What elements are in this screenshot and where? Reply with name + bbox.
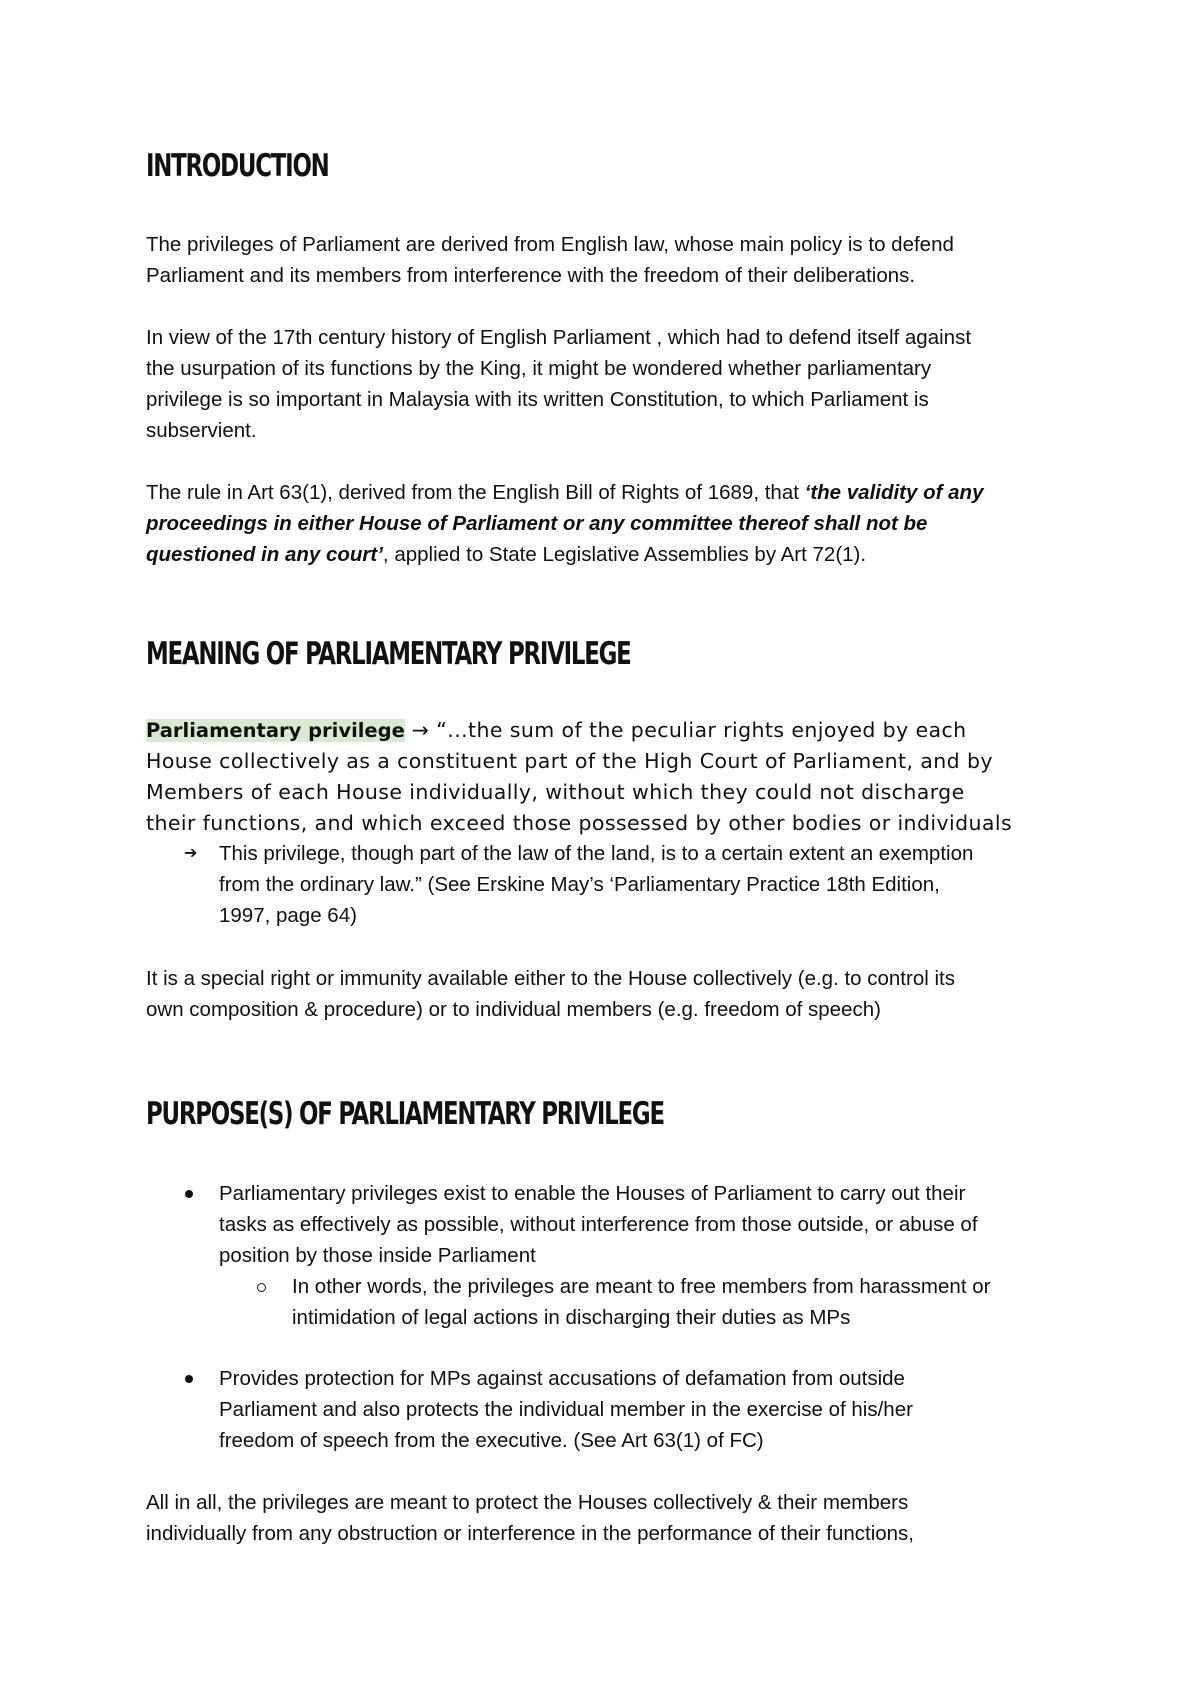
quoted-rule-text: ‘the validity of any — [804, 481, 984, 504]
text-line: The privileges of Parliament are derived from English law, whose main policy is to defend — [146, 233, 954, 256]
quoted-rule-text: proceedings in either House of Parliament or any committee thereof shall not be — [146, 512, 928, 535]
definition-line — [146, 715, 1012, 746]
plain-text: The rule in Art 63(1), derived from the English Bill of Rights of 1689, that — [146, 481, 805, 504]
text-line: Parliament and also protects the individual member in the exercise of his/her — [219, 1398, 913, 1421]
definition-line: Members of each House individually, without which they could not discharge — [146, 780, 965, 804]
intro-paragraph-2 — [146, 322, 971, 446]
text-line: freedom of speech from the executive. (See Art 63(1) of FC) — [219, 1429, 764, 1452]
closing-paragraph — [146, 1487, 914, 1549]
text-line — [146, 539, 983, 570]
heading-introduction: INTRODUCTION — [146, 148, 329, 184]
heading-meaning: MEANING OF PARLIAMENTARY PRIVILEGE — [146, 636, 631, 672]
text-line: In view of the 17th century history of English Parliament , which had to defend itself against — [146, 326, 972, 349]
bullet-dot-icon — [185, 1190, 193, 1198]
list-item — [219, 838, 973, 931]
text-line: In other words, the privileges are meant to free members from harassment or — [292, 1275, 991, 1298]
meaning-paragraph — [146, 963, 955, 1025]
text-line: privilege is so important in Malaysia with its written Constitution, to which Parliament is — [146, 388, 929, 411]
text-line: from the ordinary law.” (See Erskine May’s ‘Parliamentary Practice 18th Edition, — [219, 873, 940, 896]
text-line: Parliament and its members from interference with the freedom of their deliberations. — [146, 264, 916, 287]
text-line — [146, 477, 983, 508]
intro-paragraph-3 — [146, 477, 983, 570]
text-line: individually from any obstruction or interference in the performance of their functions, — [146, 1522, 914, 1545]
definition-line: House collectively as a constituent part of the High Court of Parliament, and by — [146, 749, 993, 773]
circle-bullet-icon — [257, 1283, 266, 1292]
text-line: Parliamentary privileges exist to enable the Houses of Parliament to carry out their — [219, 1182, 966, 1205]
definition-block — [146, 715, 1012, 839]
plain-text: , applied to State Legislative Assemblies by Art 72(1). — [382, 543, 867, 566]
text-line: All in all, the privileges are meant to protect the Houses collectively & their members — [146, 1491, 909, 1514]
bullet-dot-icon — [185, 1375, 193, 1383]
list-item — [219, 1363, 913, 1456]
text-line: the usurpation of its functions by the King, it might be wondered whether parliamentary — [146, 357, 932, 380]
intro-paragraph-1 — [146, 229, 954, 291]
text-line: 1997, page 64) — [219, 904, 357, 927]
arrow-bullet-icon: ➔ — [184, 843, 198, 862]
definition-text: “...the sum of the peculiar rights enjoyed by each — [436, 718, 967, 742]
list-item — [292, 1271, 990, 1333]
text-line: tasks as effectively as possible, without interference from those outside, or abuse of — [219, 1213, 978, 1236]
text-line: It is a special right or immunity available either to the House collectively (e.g. to control its — [146, 967, 955, 990]
heading-purpose: PURPOSE(S) OF PARLIAMENTARY PRIVILEGE — [146, 1096, 664, 1132]
text-line: own composition & procedure) or to individual members (e.g. freedom of speech) — [146, 998, 881, 1021]
highlighted-term: Parliamentary privilege — [146, 719, 405, 742]
text-line: subservient. — [146, 419, 257, 442]
text-line: This privilege, though part of the law of the land, is to a certain extent an exemption — [219, 842, 974, 865]
text-line: Provides protection for MPs against accusations of defamation from outside — [219, 1367, 905, 1390]
quoted-rule-text: questioned in any court’ — [146, 543, 383, 566]
text-line: intimidation of legal actions in discharging their duties as MPs — [292, 1306, 851, 1329]
text-line: position by those inside Parliament — [219, 1244, 536, 1267]
arrow-icon: → — [411, 718, 430, 742]
list-item — [219, 1178, 978, 1271]
definition-line: their functions, and which exceed those possessed by other bodies or individuals — [146, 811, 1013, 835]
